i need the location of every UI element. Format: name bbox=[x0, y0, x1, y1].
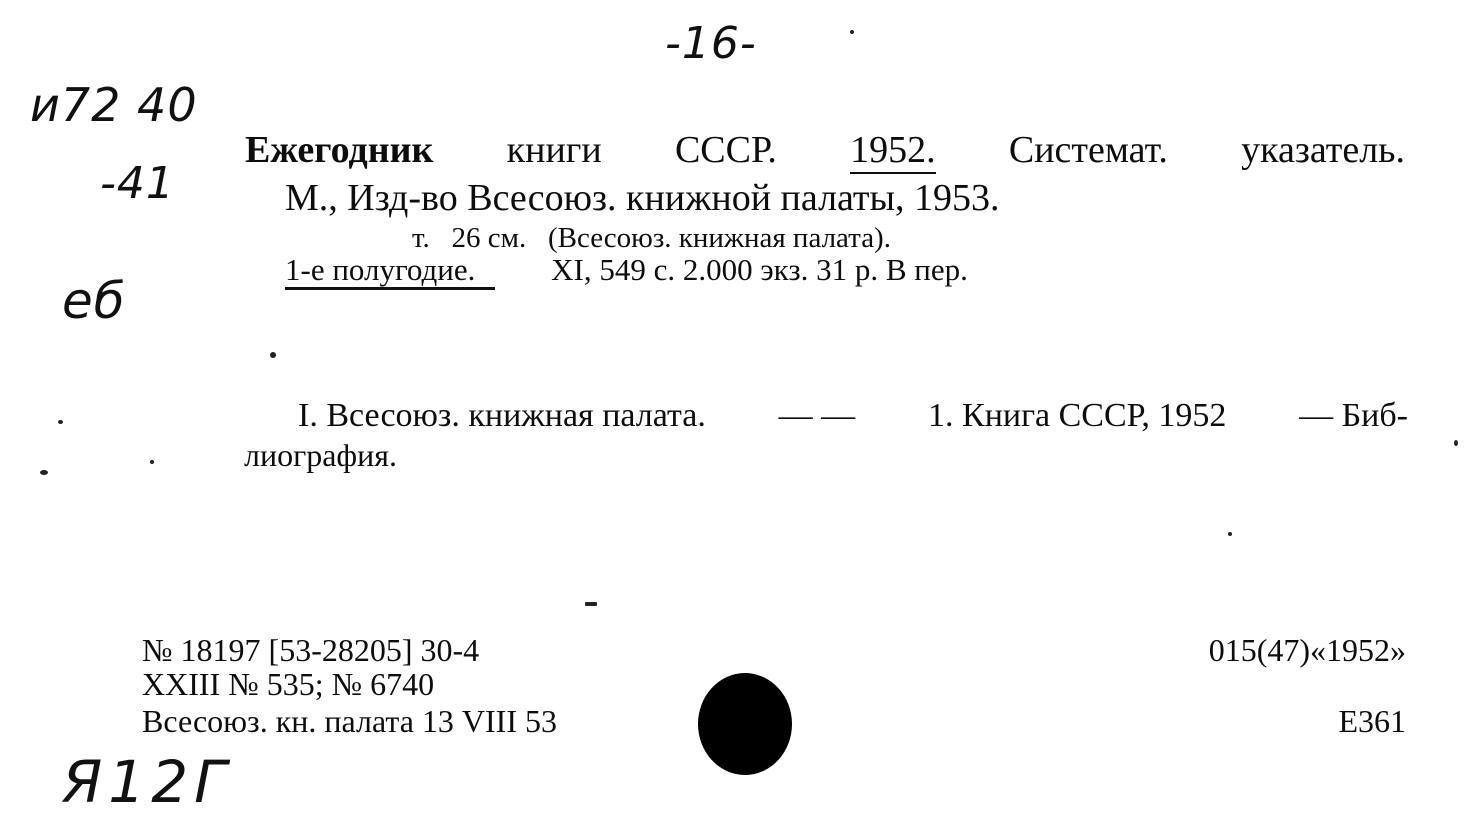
title-word: книги bbox=[506, 129, 602, 171]
entry-imprint: М., Изд-во Всесоюз. книжной палаты, 1953. bbox=[285, 177, 1000, 219]
tracing-part: 1. Книга СССР, 1952 bbox=[928, 397, 1227, 434]
footer-udc: 015(47)«1952» bbox=[1208, 632, 1406, 668]
footer-series: XXIII № 535; № 6740 bbox=[142, 666, 435, 702]
tracing-part: I. Всесоюз. книжная палата. bbox=[298, 397, 706, 434]
punch-hole bbox=[698, 673, 792, 775]
title-word: СССР. bbox=[674, 129, 777, 171]
half-year-label: 1-е полугодие. bbox=[285, 252, 495, 290]
tracings-line-2: лиография. bbox=[244, 437, 397, 473]
title-year: 1952. bbox=[850, 128, 936, 174]
scan-speck bbox=[58, 420, 63, 424]
scan-speck bbox=[270, 352, 276, 358]
shelf-mark-sub-handwritten: -41 bbox=[100, 158, 175, 209]
entry-volume-size: т. 26 см. (Всесоюз. книжная палата). bbox=[412, 222, 891, 254]
entry-title-line bbox=[245, 128, 1405, 174]
title-word: Ежегодник bbox=[245, 129, 434, 171]
scan-speck bbox=[585, 602, 597, 606]
tracings-line-1 bbox=[298, 397, 1408, 435]
shelf-mark-bottom-handwritten: Я12Г bbox=[62, 748, 233, 816]
tracing-part: — Биб- bbox=[1299, 397, 1408, 434]
shelf-mark-handwritten: и72 40 bbox=[30, 78, 198, 132]
eb-mark-handwritten: еб bbox=[62, 272, 126, 330]
scan-speck bbox=[1454, 440, 1458, 446]
title-word: Системат. bbox=[1008, 129, 1168, 171]
scan-speck bbox=[1228, 532, 1232, 536]
collation: XI, 549 с. 2.000 экз. 31 р. В пер. bbox=[551, 252, 968, 287]
title-word: указатель. bbox=[1241, 129, 1405, 171]
tracing-part: — — bbox=[778, 397, 856, 434]
scan-speck bbox=[850, 30, 854, 34]
entry-half-year-line bbox=[285, 252, 968, 288]
footer-producer: Всесоюз. кн. палата 13 VIII 53 bbox=[142, 703, 557, 739]
scan-speck bbox=[150, 460, 154, 464]
footer-code: Е361 bbox=[1338, 703, 1406, 739]
footer-record-number: № 18197 [53-28205] 30-4 bbox=[142, 632, 480, 668]
page-number-handwritten: -16- bbox=[665, 18, 757, 69]
scan-speck bbox=[40, 470, 48, 475]
